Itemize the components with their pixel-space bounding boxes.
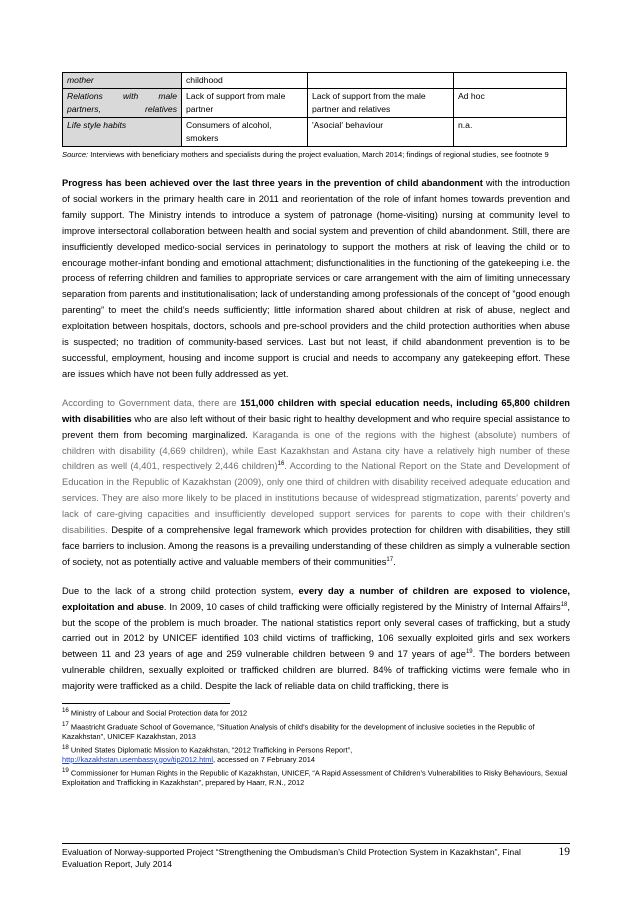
table-row: [63, 89, 567, 118]
table-cell: Lack of support from the male partner and relatives: [308, 89, 454, 118]
source-text: Interviews with beneficiary mothers and specialists during the project evaluation, March 2014; findings of regional studies, see footnote 9: [88, 150, 549, 159]
paragraph-lead: Progress has been achieved over the last three years in the prevention of child abandonment: [62, 178, 483, 188]
table-cell: [308, 73, 454, 89]
table-cell: mother: [63, 73, 182, 89]
page-footer: [62, 843, 570, 870]
paragraph-abandonment: [62, 176, 570, 383]
paragraph-highlight: every day a number of children are exposed to violence, exploitation and abuse: [62, 585, 570, 612]
footnote-ref[interactable]: 19: [465, 649, 473, 656]
table-cell: Lack of support from male partner: [182, 89, 308, 118]
footer-text: Evaluation of Norway-supported Project “Strengthening the Ombudsman’s Child Protection System in Kazakhstan”, Final Evaluation Report, July 2014: [62, 847, 521, 869]
paragraph-text: who are also left without of their basic right to healthy development and who require special assistance to prevent them from becoming marginalized.: [62, 413, 571, 440]
footnote-link[interactable]: http://kazakhstan.usembassy.gov/tip2012.html: [62, 754, 214, 764]
footnote-text: Ministry of Labour and Social Protection data for 2012: [68, 708, 248, 718]
footnote-ref[interactable]: 18: [560, 601, 568, 608]
table-cell: Ad hoc: [454, 89, 567, 118]
footnote-number: 16: [62, 707, 69, 715]
footnote: [62, 706, 570, 718]
paragraph-trafficking: [62, 584, 570, 695]
paragraph-text: .: [393, 556, 396, 567]
paragraph-text: According to Government data, there are: [62, 397, 241, 408]
table-source-note: [62, 150, 570, 160]
footnote-divider: [62, 703, 230, 704]
paragraph-text: Karaganda is one of the regions with the highest (absolute) numbers of children with disability (4,669 children), while East Kazakhstan and Astana city have a relatively high number of these children as well (4,401, respectively 2,446 children): [62, 429, 570, 472]
footnote-text: Commissioner for Human Rights in the Republic of Kazakhstan, UNICEF, “A Rapid Assessment of Children’s Vulnerabilities to Risky Behaviours, Sexual Exploitation and Trafficking in Kazakhstan”, prepared by Haarr, R.N., 2012: [62, 768, 568, 787]
paragraph-text: . According to the National Report on the State and Development of Education in the Republic of Kazakhstan (2009), only one third of children with disability received adequate education and services. They are also more likely to be placed in institutions because of widespread stigmatization, parents’ poverty and lack of care-giving capacities and insufficiently developed support services for parents to cope with their children’s disabilities.: [62, 461, 571, 536]
paragraph-text: Due to the lack of a strong child protection system,: [62, 585, 299, 596]
footnote: [62, 743, 570, 764]
paragraph-text: . The borders between vulnerable children, sexually exploited or trafficked children are blurred. 84% of trafficking victims were female who in majority were trafficked as a child. Despite the lack of reliable data on child trafficking, there is: [62, 649, 570, 692]
paragraph-text: , but the scope of the problem is much broader. The national statistics report only several cases of trafficking, but a study carried out in 2012 by UNICEF identified 103 child victims of trafficking, 106 sexually exploited girls and sex workers between 11 and 23 years of age and 259 vulnerable children between 9 and 17 years of age: [62, 601, 570, 660]
footnote-number: 19: [62, 766, 69, 774]
footnote-ref[interactable]: 16: [277, 461, 285, 468]
footnote: [62, 720, 570, 741]
footnote-number: 17: [62, 720, 69, 728]
table-cell: n.a.: [454, 118, 567, 147]
page-number: 19: [558, 846, 570, 858]
table-cell: Relations with male partners, relatives: [63, 89, 182, 118]
footnote-text: United States Diplomatic Mission to Kazakhstan, “2012 Trafficking in Persons Report”,: [68, 745, 353, 755]
source-label: Source:: [62, 150, 89, 159]
table-cell: Consumers of alcohol, smokers: [182, 118, 308, 147]
paragraph-disabilities: [62, 396, 570, 571]
table-cell: Life style habits: [63, 118, 182, 147]
footnote: [62, 766, 570, 787]
table-row: [63, 118, 567, 147]
footnote-text: Maastricht Graduate School of Governance, ”Situation Analysis of child’s disability for the development of inclusive societies in the Republic of Kazakhstan”, UNICEF Kazakhstan, 2013: [62, 722, 535, 741]
footnote-ref[interactable]: 17: [386, 556, 394, 563]
report-page: [62, 72, 570, 787]
table-cell: [454, 73, 567, 89]
paragraph-text: Despite of a comprehensive legal framework which provides protection for children with disabilities, they still face barriers to inclusion. Among the reasons is a prevailing understanding of these children as simply a vulnerable section of society, not as potentially active and valuable members of their communities: [62, 525, 570, 567]
table-cell: 'Asocial' behaviour: [308, 118, 454, 147]
table-cell: childhood: [182, 73, 308, 89]
table-row: [63, 73, 567, 89]
footnote-number: 18: [62, 743, 69, 751]
footnote-text: , accessed on 7 February 2014: [213, 754, 315, 764]
paragraph-text: . In 2009, 10 cases of child trafficking were officially registered by the Ministry of Internal Affairs: [163, 601, 561, 612]
risk-factors-table: [62, 72, 567, 147]
paragraph-highlight: 151,000 children with special education needs, including 65,800 children with disabilities: [62, 397, 570, 424]
paragraph-text: with the introduction of social workers in the primary health care in 2011 and reorientation of the role of infant homes towards prevention and family support. The Ministry intends to introduce a system of patronage (home-visiting) nursing at community level to improve intersectoral collaboration between health and social system and prevention of child abandonment. Still, there are insufficiently developed medico-social services in perinatology to support the mothers at risk of leaving the child or to encourage mother-infant bonding and emotional attachment; disfunctionalities in the functioning of the gatekeeping i.e. the process of referring children and families to appropriate services or care arrangement with the aim of limiting unnecessary separation from parents and institutionalisation; lack of understanding among professionals of the concept of ”good enough parenting” to meet the child’s needs sufficiently; little information shared about children at risk of abuse, neglect and exploitation between hospitals, doctors, schools and pre-school providers and the child protection authorities when abuse is suspected; no tradition of community-based services. Last but not least, if child abandonment prevention is to be successful, employment, housing and income support is crucial and needs to accompany any gatekeeping effort. These are issues which have not been fully addressed as yet.: [62, 178, 571, 379]
